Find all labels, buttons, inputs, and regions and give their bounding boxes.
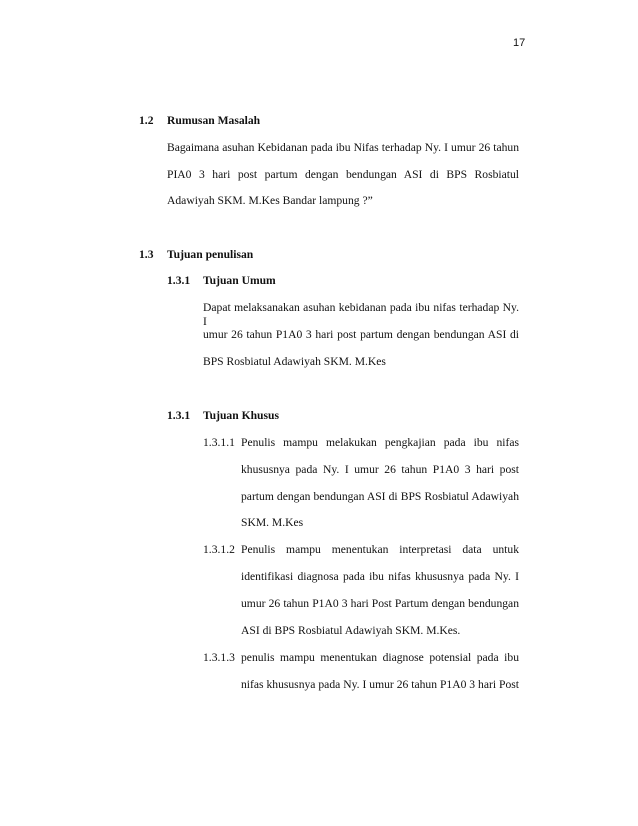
body-line: khususnya pada Ny. I umur 26 tahun P1A0 3 hari post	[241, 463, 519, 476]
body-line: Penulis mampu melakukan pengkajian pada ibu nifas	[241, 436, 519, 449]
body-line: identifikasi diagnosa pada ibu nifas khususnya pada Ny. I	[241, 570, 519, 583]
section-heading-rumusan-masalah: Rumusan Masalah	[167, 114, 261, 127]
section-number-1-2: 1.2	[139, 114, 154, 127]
body-line: penulis mampu menentukan diagnose potensial pada ibu	[241, 651, 519, 664]
body-line: Dapat melaksanakan asuhan kebidanan pada ibu nifas terhadap Ny. I	[203, 301, 519, 328]
body-line: Penulis mampu menentukan interpretasi data untuk	[241, 543, 519, 556]
subsection-heading-tujuan-umum: Tujuan Umum	[203, 274, 276, 287]
body-line: nifas khususnya pada Ny. I umur 26 tahun P1A0 3 hari Post	[241, 678, 519, 691]
body-line: Bagaimana asuhan Kebidanan pada ibu Nifas terhadap Ny. I umur 26 tahun	[167, 141, 519, 154]
subsection-heading-tujuan-khusus: Tujuan Khusus	[203, 409, 279, 422]
body-line: umur 26 tahun P1A0 3 hari post partum dengan bendungan ASI di	[203, 328, 519, 341]
body-line: ASI di BPS Rosbiatul Adawiyah SKM. M.Kes.	[241, 624, 461, 637]
item-number-1-3-1-1: 1.3.1.1	[203, 436, 235, 449]
page-number: 17	[513, 37, 526, 49]
body-line: umur 26 tahun P1A0 3 hari Post Partum dengan bendungan	[241, 597, 519, 610]
body-line: SKM. M.Kes	[241, 516, 304, 529]
section-heading-tujuan-penulisan: Tujuan penulisan	[167, 248, 254, 261]
section-number-1-3: 1.3	[139, 248, 154, 261]
subsection-number-khusus: 1.3.1	[167, 409, 191, 422]
body-line: partum dengan bendungan ASI di BPS Rosbiatul Adawiyah	[241, 490, 519, 503]
item-number-1-3-1-3: 1.3.1.3	[203, 651, 235, 664]
item-number-1-3-1-2: 1.3.1.2	[203, 543, 235, 556]
body-line: BPS Rosbiatul Adawiyah SKM. M.Kes	[203, 355, 386, 368]
body-line: Adawiyah SKM. M.Kes Bandar lampung ?”	[167, 194, 373, 207]
subsection-number-umum: 1.3.1	[167, 274, 191, 287]
body-line: PIA0 3 hari post partum dengan bendungan ASI di BPS Rosbiatul	[167, 168, 519, 181]
